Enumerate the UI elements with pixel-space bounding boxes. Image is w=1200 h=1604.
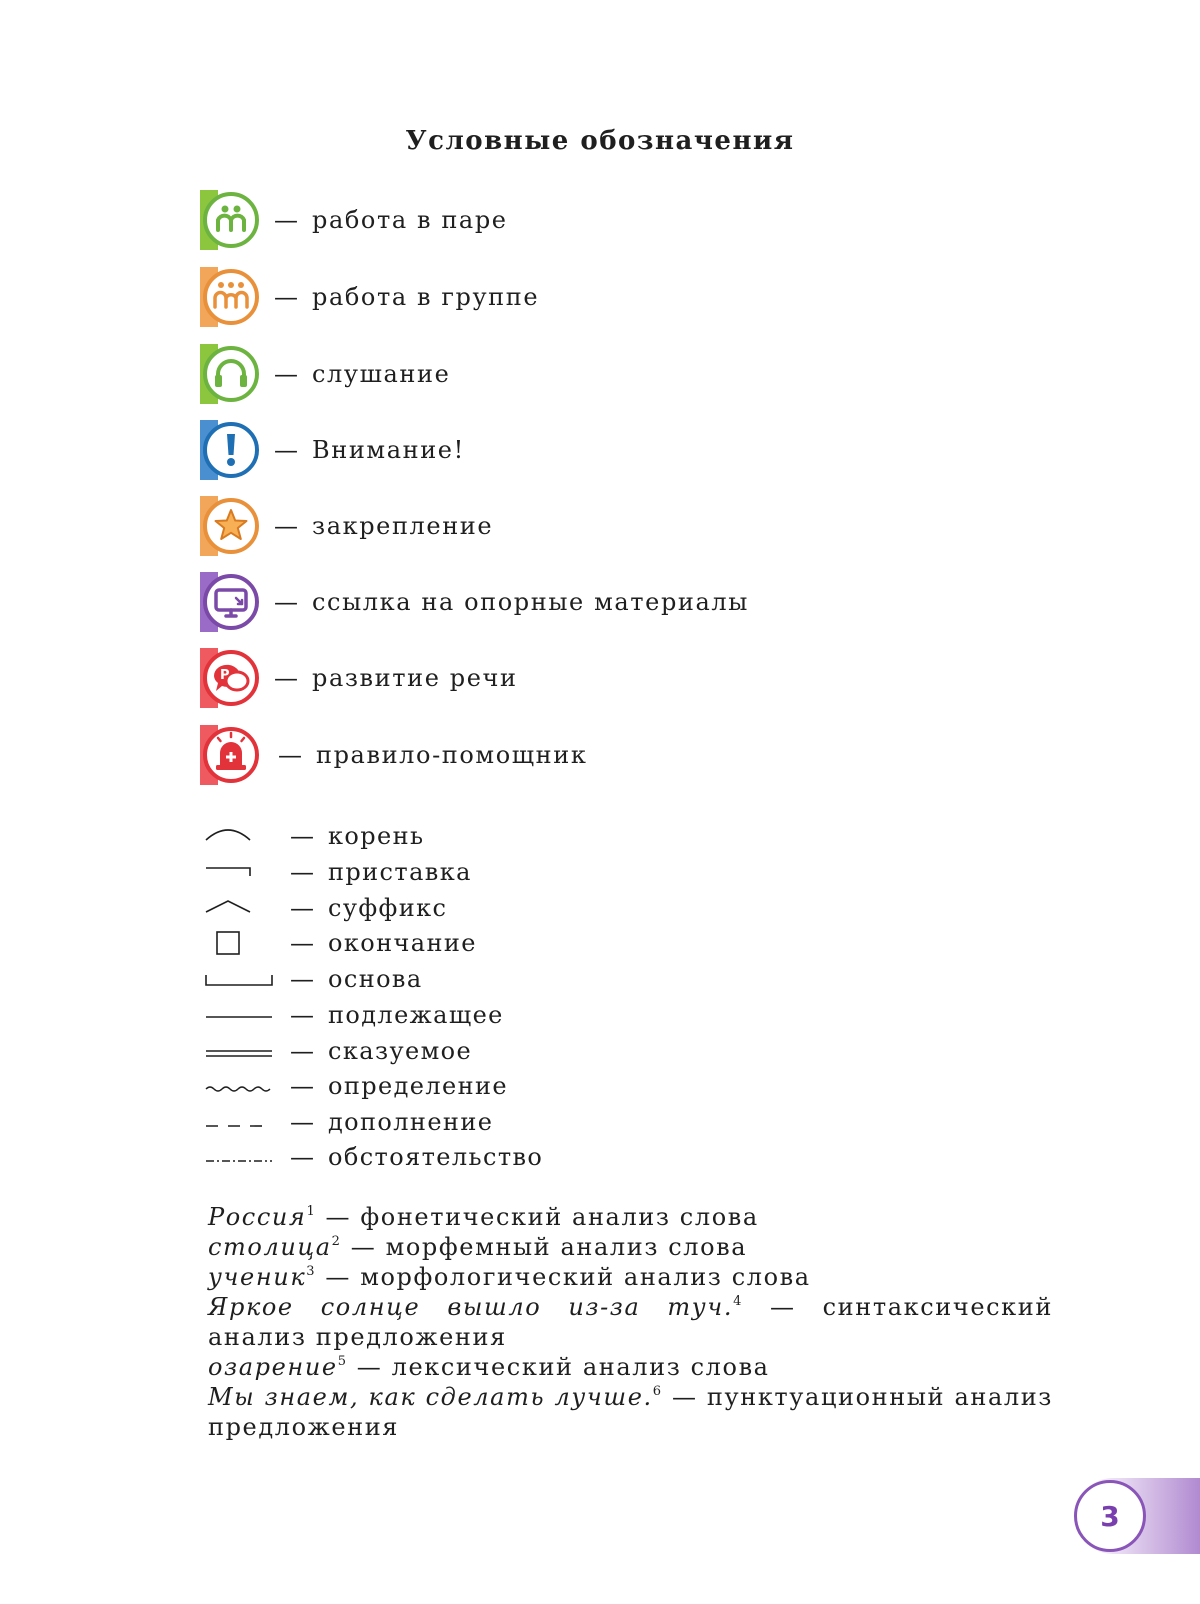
legend-label: слушание bbox=[312, 360, 451, 388]
analysis-legend bbox=[208, 1202, 1053, 1442]
legend-dash: — bbox=[274, 512, 298, 540]
legend-row-helper-rule bbox=[200, 725, 587, 785]
legend-dash: — bbox=[290, 965, 314, 993]
exclamation-icon bbox=[200, 420, 262, 480]
legend-dash: — bbox=[290, 822, 314, 850]
legend-row-group-work bbox=[200, 267, 539, 327]
legend-label: работа в паре bbox=[312, 206, 508, 234]
double-line-icon bbox=[204, 1035, 280, 1067]
legend-row-prefix bbox=[204, 856, 472, 888]
analysis-footnote: 1 bbox=[306, 1204, 317, 1219]
legend-label: дополнение bbox=[328, 1108, 494, 1136]
dash-dot-line-icon bbox=[204, 1141, 280, 1173]
monitor-icon bbox=[200, 572, 262, 632]
legend-dash: — bbox=[290, 1143, 314, 1171]
legend-label: основа bbox=[328, 965, 423, 993]
legend-row-object bbox=[204, 1106, 493, 1138]
analysis-dash: — bbox=[325, 1203, 352, 1231]
analysis-item-syntactic bbox=[208, 1292, 1053, 1352]
legend-dash: — bbox=[290, 894, 314, 922]
analysis-footnote: 3 bbox=[306, 1264, 317, 1279]
legend-dash: — bbox=[278, 741, 302, 769]
legend-dash: — bbox=[274, 436, 298, 464]
single-line-icon bbox=[204, 999, 280, 1031]
analysis-example: столица bbox=[208, 1233, 332, 1261]
analysis-footnote: 6 bbox=[652, 1384, 663, 1399]
legend-dash: — bbox=[290, 929, 314, 957]
legend-dash: — bbox=[274, 360, 298, 388]
legend-dash: — bbox=[274, 588, 298, 616]
legend-row-predicate bbox=[204, 1035, 472, 1067]
analysis-example: Мы знаем, как сделать лучше. bbox=[208, 1383, 653, 1411]
legend-dash: — bbox=[274, 206, 298, 234]
analysis-dash: — bbox=[769, 1293, 796, 1321]
legend-row-attribute bbox=[204, 1070, 508, 1102]
legend-dash: — bbox=[290, 858, 314, 886]
legend-dash: — bbox=[274, 664, 298, 692]
analysis-label: пунктуационный анализ предложения bbox=[208, 1383, 1053, 1441]
analysis-dash: — bbox=[325, 1263, 351, 1291]
legend-row-subject bbox=[204, 999, 504, 1031]
legend-label: приставка bbox=[328, 858, 472, 886]
legend-row-pair-work bbox=[200, 190, 508, 250]
analysis-footnote: 4 bbox=[733, 1294, 743, 1309]
legend-row-reinforcement bbox=[200, 496, 493, 556]
legend-label: корень bbox=[328, 822, 425, 850]
legend-row-adverbial bbox=[204, 1141, 543, 1173]
legend-dash: — bbox=[274, 283, 298, 311]
legend-label: подлежащее bbox=[328, 1001, 504, 1029]
page-title: Условные обозначения bbox=[405, 126, 795, 156]
page-number: 3 bbox=[1074, 1480, 1146, 1552]
dashed-line-icon bbox=[204, 1106, 280, 1138]
analysis-dash: — bbox=[671, 1383, 698, 1411]
legend-label: окончание bbox=[328, 929, 477, 957]
legend-row-reference-materials bbox=[200, 572, 749, 632]
analysis-item-lexical bbox=[208, 1352, 1053, 1382]
analysis-label: синтаксический анализ предложения bbox=[208, 1293, 1053, 1351]
siren-icon bbox=[200, 725, 262, 785]
analysis-label: фонетический анализ слова bbox=[360, 1203, 759, 1231]
wavy-line-icon bbox=[204, 1070, 280, 1102]
legend-label: сказуемое bbox=[328, 1037, 473, 1065]
legend-dash: — bbox=[290, 1108, 314, 1136]
legend-label: работа в группе bbox=[312, 283, 540, 311]
legend-label: обстоятельство bbox=[328, 1143, 544, 1171]
legend-dash: — bbox=[290, 1072, 314, 1100]
analysis-footnote: 2 bbox=[331, 1234, 342, 1249]
analysis-dash: — bbox=[350, 1233, 377, 1261]
legend-row-speech-development bbox=[200, 648, 518, 708]
analysis-example: озарение bbox=[208, 1353, 338, 1381]
analysis-example: ученик bbox=[208, 1263, 307, 1291]
analysis-item-phonetic bbox=[208, 1202, 1053, 1232]
pair-work-icon bbox=[200, 190, 262, 250]
analysis-label: морфологический анализ слова bbox=[360, 1263, 811, 1291]
legend-row-listening bbox=[200, 344, 450, 404]
suffix-caret-icon bbox=[204, 892, 280, 924]
stem-bracket-icon bbox=[204, 963, 280, 995]
group-work-icon bbox=[200, 267, 262, 327]
analysis-footnote: 5 bbox=[337, 1354, 348, 1369]
analysis-item-punctuation bbox=[208, 1382, 1053, 1442]
legend-label: ссылка на опорные материалы bbox=[312, 588, 749, 616]
legend-label: закрепление bbox=[312, 512, 494, 540]
legend-row-stem bbox=[204, 963, 423, 995]
headphones-icon bbox=[200, 344, 262, 404]
legend-row-attention bbox=[200, 420, 465, 480]
legend-row-suffix bbox=[204, 892, 447, 924]
ending-box-icon bbox=[204, 927, 280, 959]
legend-row-root bbox=[204, 820, 424, 852]
analysis-item-morphological bbox=[208, 1262, 1053, 1292]
speech-p-icon bbox=[200, 648, 262, 708]
analysis-dash: — bbox=[356, 1353, 383, 1381]
legend-label: Внимание! bbox=[312, 436, 465, 464]
root-arc-icon bbox=[204, 820, 280, 852]
legend-label: правило-помощник bbox=[316, 741, 588, 769]
prefix-bracket-icon bbox=[204, 856, 280, 888]
legend-dash: — bbox=[290, 1037, 314, 1065]
analysis-example: Россия bbox=[208, 1203, 307, 1231]
legend-label: суффикс bbox=[328, 894, 448, 922]
analysis-label: морфемный анализ слова bbox=[385, 1233, 748, 1261]
analysis-item-morphemic bbox=[208, 1232, 1053, 1262]
analysis-label: лексический анализ слова bbox=[391, 1353, 770, 1381]
legend-dash: — bbox=[290, 1001, 314, 1029]
legend-label: развитие речи bbox=[312, 664, 518, 692]
legend-label: определение bbox=[328, 1072, 509, 1100]
analysis-example: Яркое солнце вышло из-за туч. bbox=[208, 1293, 734, 1321]
legend-row-ending bbox=[204, 927, 477, 959]
svg-text:P: P bbox=[220, 668, 230, 683]
star-icon bbox=[200, 496, 262, 556]
